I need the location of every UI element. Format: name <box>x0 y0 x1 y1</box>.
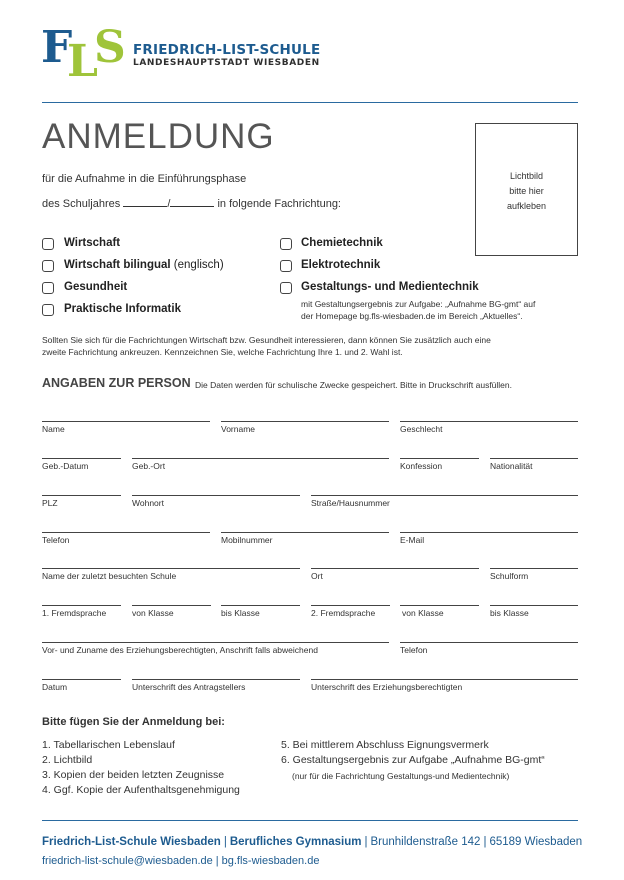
email-label: E-Mail <box>400 535 425 545</box>
attachment-item-2: 2. Lichtbild <box>42 754 93 766</box>
name-label: Name <box>42 424 65 434</box>
gestaltung-note-1: mit Gestaltungsergebnis zur Aufgabe: „Aufnahme BG-gmt“ auf <box>301 299 536 309</box>
ort-field[interactable] <box>311 568 479 569</box>
strasse-label: Straße/Hausnummer <box>311 498 390 508</box>
attachment-item-3: 3. Kopien der beiden letzten Zeugnisse <box>42 769 225 781</box>
photo-label-2: bitte hier <box>509 186 544 196</box>
attachment-item-5: 5. Bei mittlerem Abschluss Eignungsvermerk <box>281 739 489 751</box>
konfession-label: Konfession <box>400 461 443 471</box>
option-gesundheit: Gesundheit <box>64 281 128 293</box>
unterschrift-antragsteller-label: Unterschrift des Antragstellers <box>132 682 246 692</box>
mobil-field[interactable] <box>221 532 389 533</box>
fremdsprache1-field[interactable] <box>42 605 121 606</box>
plz-label: PLZ <box>42 498 58 508</box>
footer-city: 65189 Wiesbaden <box>489 836 583 848</box>
attachment-item-6: 6. Gestaltungsergebnis zur Aufgabe „Aufnahme BG-gmt“ <box>281 754 545 766</box>
fremdsprache2-label: 2. Fremdsprache <box>311 608 376 618</box>
wohnort-field[interactable] <box>132 495 300 496</box>
attachment-item-6-note: (nur für die Fachrichtung Gestaltungs-und Medientechnik) <box>292 771 510 781</box>
nationalitaet-label: Nationalität <box>490 461 533 471</box>
logo-letter-l: L <box>67 36 98 87</box>
attachment-item-1: 1. Tabellarischen Lebenslauf <box>42 739 175 751</box>
gestaltung-note-2: der Homepage bg.fls-wiesbaden.de im Bereich „Aktuelles“. <box>301 311 523 321</box>
geschlecht-field[interactable] <box>400 421 578 422</box>
footer-sep-2: | <box>364 836 368 848</box>
von-klasse2-field[interactable] <box>400 605 479 606</box>
schule-label: Name der zuletzt besuchten Schule <box>42 571 177 581</box>
intro-line-1: für die Aufnahme in die Einführungsphase <box>42 173 247 185</box>
footer-contact <box>42 855 319 867</box>
vorname-field[interactable] <box>221 421 389 422</box>
footer-address <box>42 836 582 848</box>
option-gestaltung: Gestaltungs- und Medientechnik <box>301 281 479 293</box>
logo-letter-f: F <box>41 22 73 73</box>
schulform-field[interactable] <box>490 568 578 569</box>
footer-sep-4: | <box>215 855 219 867</box>
schulform-label: Schulform <box>490 571 529 581</box>
logo-letter-s: S <box>94 22 126 73</box>
header-divider <box>42 102 578 103</box>
name-field[interactable] <box>42 421 210 422</box>
footer-street: Brunhildenstraße 142 <box>370 836 481 848</box>
section-title: ANGABEN ZUR PERSON <box>42 376 191 390</box>
section-note: Die Daten werden für schulische Zwecke gespeichert. Bitte in Druckschrift ausfüllen. <box>195 380 513 390</box>
info-paragraph-line-1: Sollten Sie sich für die Fachrichtungen Wirtschaft bzw. Gesundheit interessieren, dann können Sie zusätzlich auch eine <box>42 335 491 345</box>
unterschrift-erziehungsberechtigter-field[interactable] <box>311 679 578 680</box>
footer-dept: Berufliches Gymnasium <box>229 836 362 848</box>
school-subtitle: LANDESHAUPTSTADT WIESBADEN <box>133 58 320 68</box>
wohnort-label: Wohnort <box>132 498 164 508</box>
checkbox-gesundheit[interactable] <box>42 282 54 294</box>
page-title: ANMELDUNG <box>42 117 275 156</box>
unterschrift-erziehungsberechtigter-label: Unterschrift des Erziehungsberechtigten <box>311 682 463 692</box>
erziehungsberechtigter-field[interactable] <box>42 642 389 643</box>
geb-datum-field[interactable] <box>42 458 121 459</box>
info-paragraph-line-2: zweite Fachrichtung ankreuzen. Kennzeichnen Sie, welche Fachrichtung Ihre 1. und 2. Wahl ist. <box>42 347 403 357</box>
photo-label-1: Lichtbild <box>509 171 544 181</box>
bis-klasse1-field[interactable] <box>221 605 300 606</box>
datum-field[interactable] <box>42 679 121 680</box>
option-chemietechnik: Chemietechnik <box>301 237 383 249</box>
year-end-field[interactable] <box>170 196 214 207</box>
bis-klasse2-label: bis Klasse <box>490 608 529 618</box>
photo-label-3: aufkleben <box>506 201 547 211</box>
von-klasse2-label: von Klasse <box>402 608 444 618</box>
intro-schuljahr-label: des Schuljahres <box>42 198 121 210</box>
email-field[interactable] <box>400 532 578 533</box>
bis-klasse2-field[interactable] <box>490 605 578 606</box>
telefon-label: Telefon <box>42 535 70 545</box>
checkbox-wirtschaft-bilingual[interactable] <box>42 260 54 272</box>
von-klasse1-label: von Klasse <box>132 608 174 618</box>
telefon2-field[interactable] <box>400 642 578 643</box>
konfession-field[interactable] <box>400 458 479 459</box>
checkbox-informatik[interactable] <box>42 304 54 316</box>
option-elektrotechnik: Elektrotechnik <box>301 259 381 271</box>
datum-label: Datum <box>42 682 68 692</box>
checkbox-gestaltung[interactable] <box>280 282 292 294</box>
info-paragraph <box>42 334 491 358</box>
geb-ort-label: Geb.-Ort <box>132 461 166 471</box>
option-wirtschaft: Wirtschaft <box>64 237 121 249</box>
intro-fachrichtung-label: in folgende Fachrichtung: <box>217 198 341 210</box>
checkbox-chemietechnik[interactable] <box>280 238 292 250</box>
mobil-label: Mobilnummer <box>221 535 273 545</box>
geb-datum-label: Geb.-Datum <box>42 461 89 471</box>
footer-sep-1: | <box>223 836 227 848</box>
checkbox-wirtschaft[interactable] <box>42 238 54 250</box>
attachments-title: Bitte fügen Sie der Anmeldung bei: <box>42 716 225 728</box>
footer-web-link[interactable]: bg.fls-wiesbaden.de <box>221 855 320 867</box>
fremdsprache2-field[interactable] <box>311 605 390 606</box>
photo-box <box>475 123 578 256</box>
footer-org: Friedrich-List-Schule Wiesbaden <box>42 836 221 848</box>
geb-ort-field[interactable] <box>132 458 389 459</box>
intro-line-2 <box>42 196 341 210</box>
bis-klasse1-label: bis Klasse <box>221 608 260 618</box>
attachment-item-4: 4. Ggf. Kopie der Aufenthaltsgenehmigung <box>42 784 240 796</box>
option-wirtschaft-bilingual: Wirtschaft bilingual (englisch) <box>64 259 224 271</box>
von-klasse1-field[interactable] <box>132 605 211 606</box>
option-informatik: Praktische Informatik <box>64 303 181 315</box>
year-separator: / <box>167 198 171 210</box>
nationalitaet-field[interactable] <box>490 458 578 459</box>
year-start-field[interactable] <box>123 196 167 207</box>
school-name: FRIEDRICH-LIST-SCHULE <box>133 42 321 58</box>
vorname-label: Vorname <box>221 424 256 434</box>
unterschrift-antragsteller-field[interactable] <box>132 679 300 680</box>
schule-field[interactable] <box>42 568 300 569</box>
geschlecht-label: Geschlecht <box>400 424 443 434</box>
plz-field[interactable] <box>42 495 121 496</box>
footer-divider <box>42 820 578 821</box>
footer-sep-3: | <box>483 836 487 848</box>
telefon2-label: Telefon <box>400 645 428 655</box>
erziehungsberechtigter-label: Vor- und Zuname des Erziehungsberechtigten, Anschrift falls abweichend <box>42 645 318 655</box>
checkbox-elektrotechnik[interactable] <box>280 260 292 272</box>
footer-email-link[interactable]: friedrich-list-schule@wiesbaden.de <box>42 855 213 867</box>
strasse-field[interactable] <box>311 495 578 496</box>
ort-label: Ort <box>311 571 323 581</box>
telefon-field[interactable] <box>42 532 210 533</box>
fremdsprache1-label: 1. Fremdsprache <box>42 608 107 618</box>
